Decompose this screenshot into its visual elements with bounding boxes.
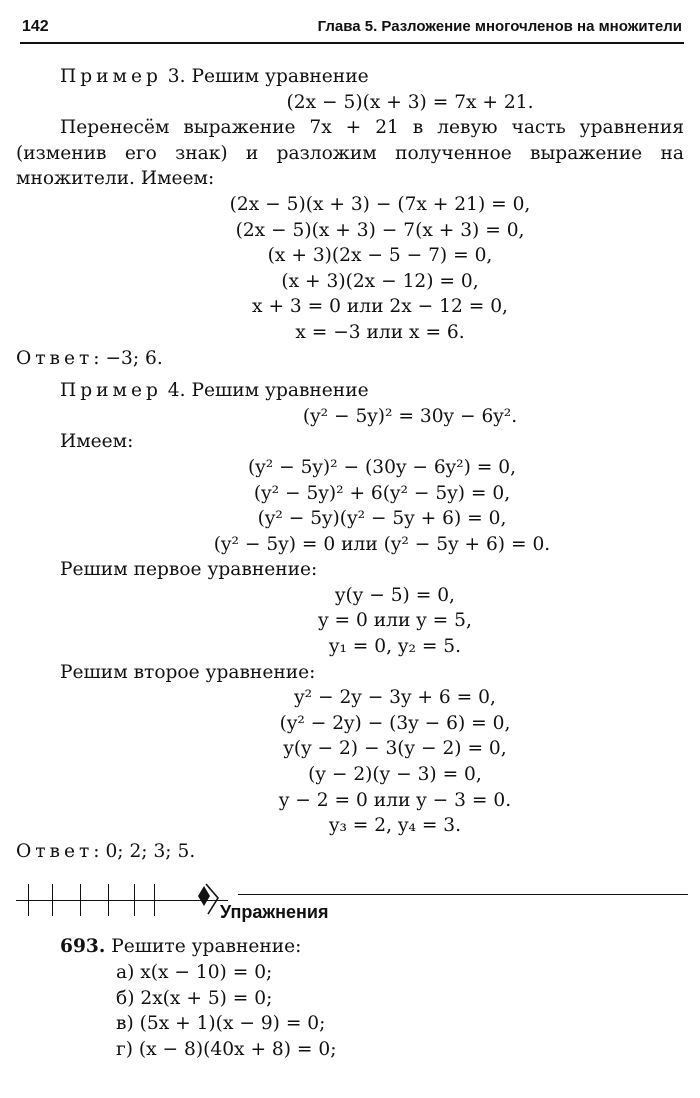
answer-label: Ответ (16, 840, 94, 862)
exercise-number: 693. (60, 936, 106, 958)
equation-line: (2x − 5)(x + 3) − (7x + 21) = 0, (229, 193, 531, 215)
equation-line: (x + 3)(2x − 12) = 0, (281, 270, 479, 292)
chapter-title: Глава 5. Разложение многочленов на множители (317, 18, 682, 35)
divider-tick (28, 884, 29, 916)
equation-line: y = 0 или y = 5, (318, 610, 472, 632)
have-label: Имеем: (60, 431, 134, 453)
equation-line: (2x − 5)(x + 3) − 7(x + 3) = 0, (235, 219, 525, 241)
equation-line: x + 3 = 0 или 2x − 12 = 0, (252, 296, 508, 318)
example-3-equation: (2x − 5)(x + 3) = 7x + 21. (286, 91, 534, 113)
divider-line (238, 894, 688, 895)
example-4-answer (16, 839, 684, 865)
example-label: Пример (60, 380, 162, 402)
first-equation-intro: Решим первое уравнение: (60, 559, 318, 581)
exercise-prompt: Решите уравнение: (105, 936, 302, 958)
answer-value: : −3; 6. (93, 347, 163, 369)
equation-line: (y² − 5y)(y² − 5y + 6) = 0, (257, 508, 507, 530)
equation-line: x = −3 или x = 6. (295, 321, 465, 343)
equation-line: (y² − 5y) = 0 или (y² − 5y + 6) = 0. (213, 533, 551, 555)
first-equation-steps (106, 583, 684, 660)
exercise-693 (16, 934, 684, 960)
exercise-item: а) x(x − 10) = 0; (116, 962, 273, 983)
equation-line: (y² − 2y) − (3y − 6) = 0, (279, 712, 511, 734)
equation-line: (y² − 5y)² − (30y − 6y²) = 0, (247, 456, 517, 478)
exercise-item: б) 2x(x + 5) = 0; (116, 987, 273, 1009)
divider-tick (134, 884, 135, 916)
example-4-intro (16, 378, 684, 404)
example-3-steps (76, 192, 684, 346)
example-3-intro (16, 64, 684, 90)
example-intro-text: 3. Решим уравнение (161, 66, 369, 87)
example-4-steps (80, 455, 684, 557)
header-rule (20, 42, 684, 44)
example-3-paragraph: Перенесём выражение 7x + 21 в левую часть уравнения (изменив его знак) и разложим полученное выражение на множители. Имеем: (16, 117, 684, 190)
divider-tick (154, 884, 155, 916)
exercises-divider (16, 878, 684, 930)
page-body (16, 64, 684, 1062)
second-equation-intro: Решим второе уравнение: (60, 661, 316, 683)
equation-line: (y² − 5y)² + 6(y² − 5y) = 0, (253, 482, 511, 504)
example-4-equation: (y² − 5y)² = 30y − 6y². (302, 405, 518, 427)
example-3-answer (16, 346, 684, 372)
example-intro-text: 4. Решим уравнение (161, 380, 369, 402)
equation-line: y − 2 = 0 или y − 3 = 0. (278, 789, 512, 811)
example-label: Пример (60, 66, 162, 87)
equation-line: y² − 2y − 3y + 6 = 0, (294, 687, 496, 709)
page-header (22, 18, 682, 42)
divider-tick (80, 884, 81, 916)
equation-line: (x + 3)(2x − 5 − 7) = 0, (267, 245, 493, 267)
exercises-title: Упражнения (220, 902, 329, 923)
equation-line: (y − 2)(y − 3) = 0, (308, 764, 482, 786)
equation-line: y₃ = 2, y₄ = 3. (328, 815, 462, 837)
equation-line: y(y − 2) − 3(y − 2) = 0, (283, 738, 507, 760)
exercise-item: в) (5x + 1)(x − 9) = 0; (116, 1013, 326, 1035)
divider-tick (52, 884, 53, 916)
divider-tick (108, 884, 109, 916)
equation-line: y(y − 5) = 0, (335, 584, 455, 606)
answer-label: Ответ (16, 347, 94, 369)
answer-value: : 0; 2; 3; 5. (93, 840, 196, 862)
exercise-item: г) (x − 8)(40x + 8) = 0; (116, 1038, 337, 1060)
page-number: 142 (22, 18, 49, 35)
second-equation-steps (106, 685, 684, 839)
equation-line: y₁ = 0, y₂ = 5. (328, 636, 462, 658)
